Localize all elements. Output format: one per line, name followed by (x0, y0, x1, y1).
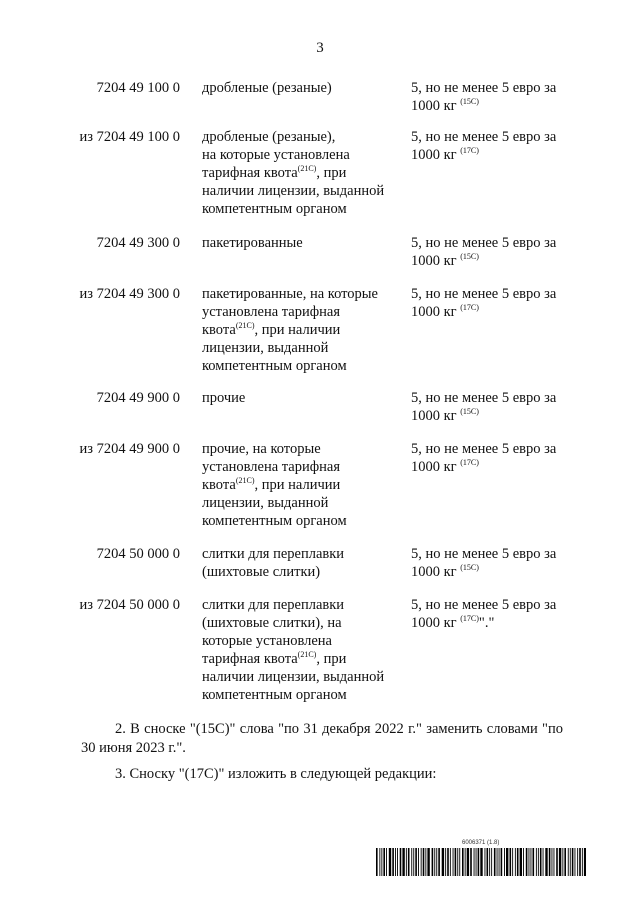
barcode-icon (376, 848, 586, 876)
duty-rate: 5, но не менее 5 евро за 1000 кг $^{(17С)}$"." (411, 597, 557, 631)
commodity-code: 7204 49 900 0 (96, 390, 180, 406)
commodity-description: слитки для переплавки (шихтовые слитки), на которые установлена тарифная квота$^{(21С)}$, при наличии лицензии, выданной компетентным органом (202, 597, 385, 703)
commodity-description: пакетированные (202, 235, 303, 251)
duty-rate: 5, но не менее 5 евро за 1000 кг $^{(15С)}$ (411, 390, 557, 424)
commodity-code: из 7204 50 000 0 (79, 597, 180, 613)
commodity-code: из 7204 49 900 0 (79, 441, 180, 457)
duty-rate: 5, но не менее 5 евро за 1000 кг $^{(17С)}$ (411, 129, 557, 163)
commodity-description: прочие (202, 390, 246, 406)
duty-rate: 5, но не менее 5 евро за 1000 кг $^{(15С)}$ (411, 80, 557, 114)
commodity-description: прочие, на которые установлена тарифная квота$^{(21С)}$, при наличии лицензии, выданной компетентным органом (202, 441, 347, 529)
amendment-paragraph-2: 2. В сноске "(15С)" слова "по 31 декабря 2022 г." заменить словами "по 30 июня 2023 г.". (81, 721, 563, 756)
commodity-description: дробленые (резаные) (202, 80, 332, 96)
commodity-code: 7204 49 300 0 (96, 235, 180, 251)
commodity-code: из 7204 49 100 0 (79, 129, 180, 145)
commodity-code: из 7204 49 300 0 (79, 286, 180, 302)
duty-rate: 5, но не менее 5 евро за 1000 кг $^{(15С)}$ (411, 235, 557, 269)
barcode-number: 6006371 (1.8) (462, 840, 500, 846)
amendment-paragraph-3: 3. Сноску "(17С)" изложить в следующей редакции: (115, 766, 437, 782)
commodity-description: дробленые (резаные), на которые установлена тарифная квота$^{(21С)}$, при наличии лицензии, выданной компетентным органом (202, 129, 385, 217)
duty-rate: 5, но не менее 5 евро за 1000 кг $^{(17С)}$ (411, 286, 557, 320)
commodity-code: 7204 49 100 0 (96, 80, 180, 96)
commodity-code: 7204 50 000 0 (96, 546, 180, 562)
duty-rate: 5, но не менее 5 евро за 1000 кг $^{(15С)}$ (411, 546, 557, 580)
duty-rate: 5, но не менее 5 евро за 1000 кг $^{(17С)}$ (411, 441, 557, 475)
commodity-description: слитки для переплавки (шихтовые слитки) (202, 546, 345, 580)
commodity-description: пакетированные, на которые установлена тарифная квота$^{(21С)}$, при наличии лицензии, выданной компетентным органом (202, 286, 378, 374)
page-number: 3 (316, 40, 324, 56)
